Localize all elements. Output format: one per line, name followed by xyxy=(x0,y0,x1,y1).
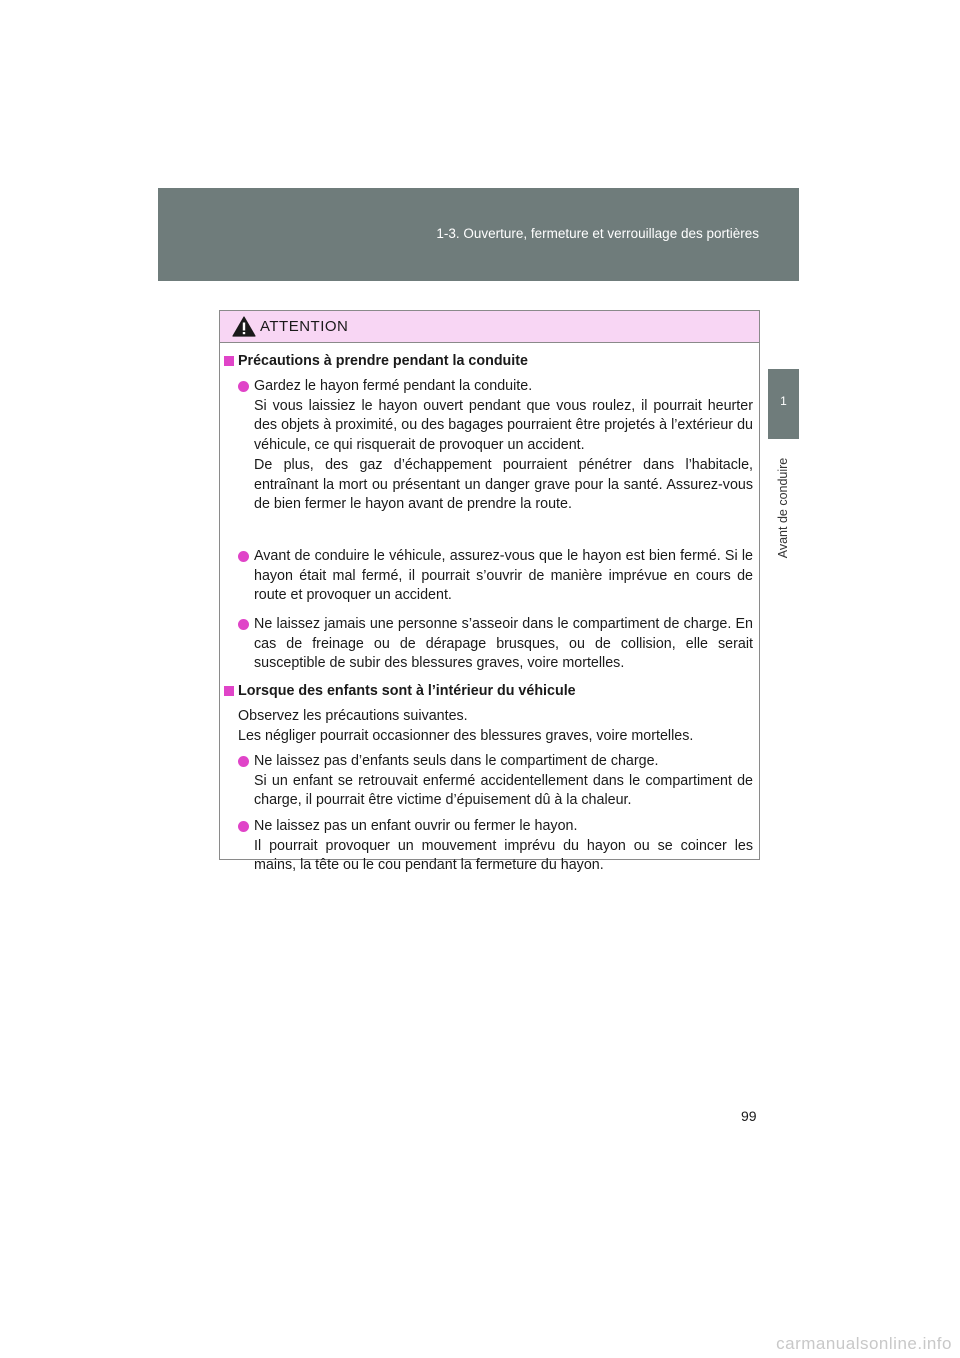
square-bullet-icon xyxy=(224,686,234,696)
chapter-tab xyxy=(768,369,799,439)
section-heading: Précautions à prendre pendant la conduite xyxy=(224,352,528,372)
bullet-line: Ne laissez jamais une personne s’asseoir dans le compartiment de charge. En cas de freinage ou de dérapage brusques, ou de collision, elle serait susceptible de subir des blessures graves, voire mortelles. xyxy=(254,616,753,672)
square-bullet-icon xyxy=(224,356,234,366)
warning-title: ATTENTION xyxy=(260,318,349,335)
section-title: 1-3. Ouverture, fermeture et verrouillage des portières xyxy=(436,226,759,241)
section-header-band xyxy=(158,188,799,281)
warning-triangle-icon xyxy=(232,316,256,337)
watermark: carmanualsonline.info xyxy=(776,1334,952,1353)
bullet-line: Si un enfant se retrouvait enfermé accidentellement dans le compartiment de charge, il pourrait être victime d’épuisement dû à la chaleur. xyxy=(254,772,753,809)
section-heading: Lorsque des enfants sont à l’intérieur du véhicule xyxy=(224,682,576,702)
list-item xyxy=(238,615,753,674)
list-item xyxy=(238,752,753,811)
warning-header xyxy=(220,311,759,343)
bullet-line: Ne laissez pas un enfant ouvrir ou fermer le hayon. xyxy=(254,818,578,834)
round-bullet-icon xyxy=(238,756,249,767)
bullet-line: Si vous laissiez le hayon ouvert pendant que vous roulez, il pourrait heurter des objets à proximité, ou des bagages pourraient être projetés à l’extérieur du véhicule, ce qui risquerait de provoquer un accident. xyxy=(254,397,753,454)
bullet-line: De plus, des gaz d’échappement pourraient pénétrer dans l’habitacle, entraînant la mort ou présentant un danger grave pour la santé. Assurez-vous de bien fermer le hayon avant de prendre la route. xyxy=(254,456,753,513)
bullet-line: Il pourrait provoquer un mouvement imprévu du hayon ou se coincer les mains, la tête ou le cou pendant la fermeture du hayon. xyxy=(254,837,753,874)
round-bullet-icon xyxy=(238,821,249,832)
list-item xyxy=(238,817,753,876)
page-number: 99 xyxy=(741,1108,757,1124)
list-item xyxy=(238,377,753,515)
bullet-line: Avant de conduire le véhicule, assurez-vous que le hayon est bien fermé. Si le hayon était mal fermé, il pourrait s’ouvrir de manière imprévue en cours de route et provoquer un accident. xyxy=(254,548,753,604)
round-bullet-icon xyxy=(238,381,249,392)
list-item xyxy=(238,547,753,606)
round-bullet-icon xyxy=(238,619,249,630)
bullet-line: Gardez le hayon fermé pendant la conduite. xyxy=(254,378,533,394)
chapter-number: 1 xyxy=(780,394,787,408)
section-intro: Observez les précautions suivantes. Les négliger pourrait occasionner des blessures graves, voire mortelles. xyxy=(238,708,694,744)
chapter-label: Avant de conduire xyxy=(776,457,790,559)
round-bullet-icon xyxy=(238,551,249,562)
bullet-line: Ne laissez pas d’enfants seuls dans le compartiment de charge. xyxy=(254,753,659,769)
warning-box xyxy=(219,310,760,874)
